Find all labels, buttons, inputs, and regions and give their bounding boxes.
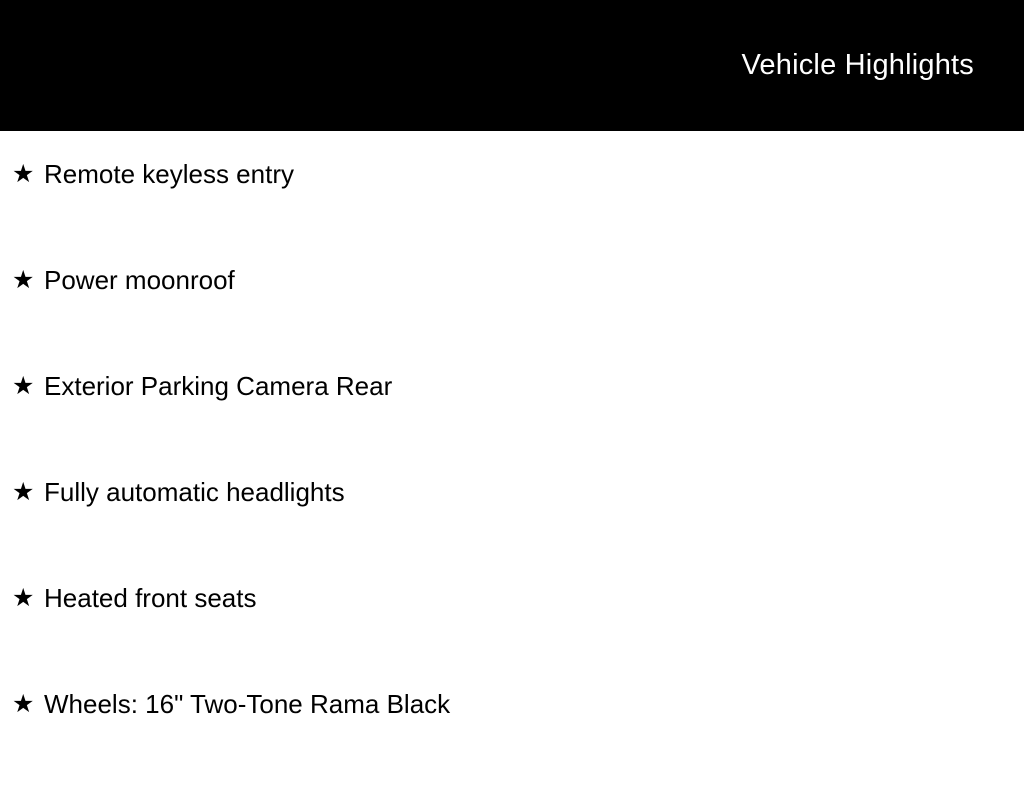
- star-icon: ★: [12, 478, 35, 506]
- star-icon: ★: [12, 690, 35, 718]
- page-title: Vehicle Highlights: [741, 49, 974, 81]
- list-item: [0, 583, 1024, 689]
- list-item: [0, 159, 1024, 265]
- star-icon: ★: [12, 584, 35, 612]
- highlight-label: Fully automatic headlights: [44, 477, 345, 507]
- star-icon: ★: [12, 266, 35, 294]
- list-item: [0, 265, 1024, 371]
- highlight-label: Wheels: 16" Two-Tone Rama Black: [44, 689, 451, 719]
- list-item: [0, 371, 1024, 477]
- page-header: [0, 0, 1024, 131]
- highlight-label: Exterior Parking Camera Rear: [44, 371, 393, 401]
- highlight-label: Power moonroof: [44, 265, 235, 295]
- highlights-list: [0, 131, 1024, 795]
- list-item: [0, 689, 1024, 795]
- star-icon: ★: [12, 372, 35, 400]
- list-item: [0, 477, 1024, 583]
- highlight-label: Heated front seats: [44, 583, 257, 613]
- star-icon: ★: [12, 160, 35, 188]
- highlight-label: Remote keyless entry: [44, 159, 294, 189]
